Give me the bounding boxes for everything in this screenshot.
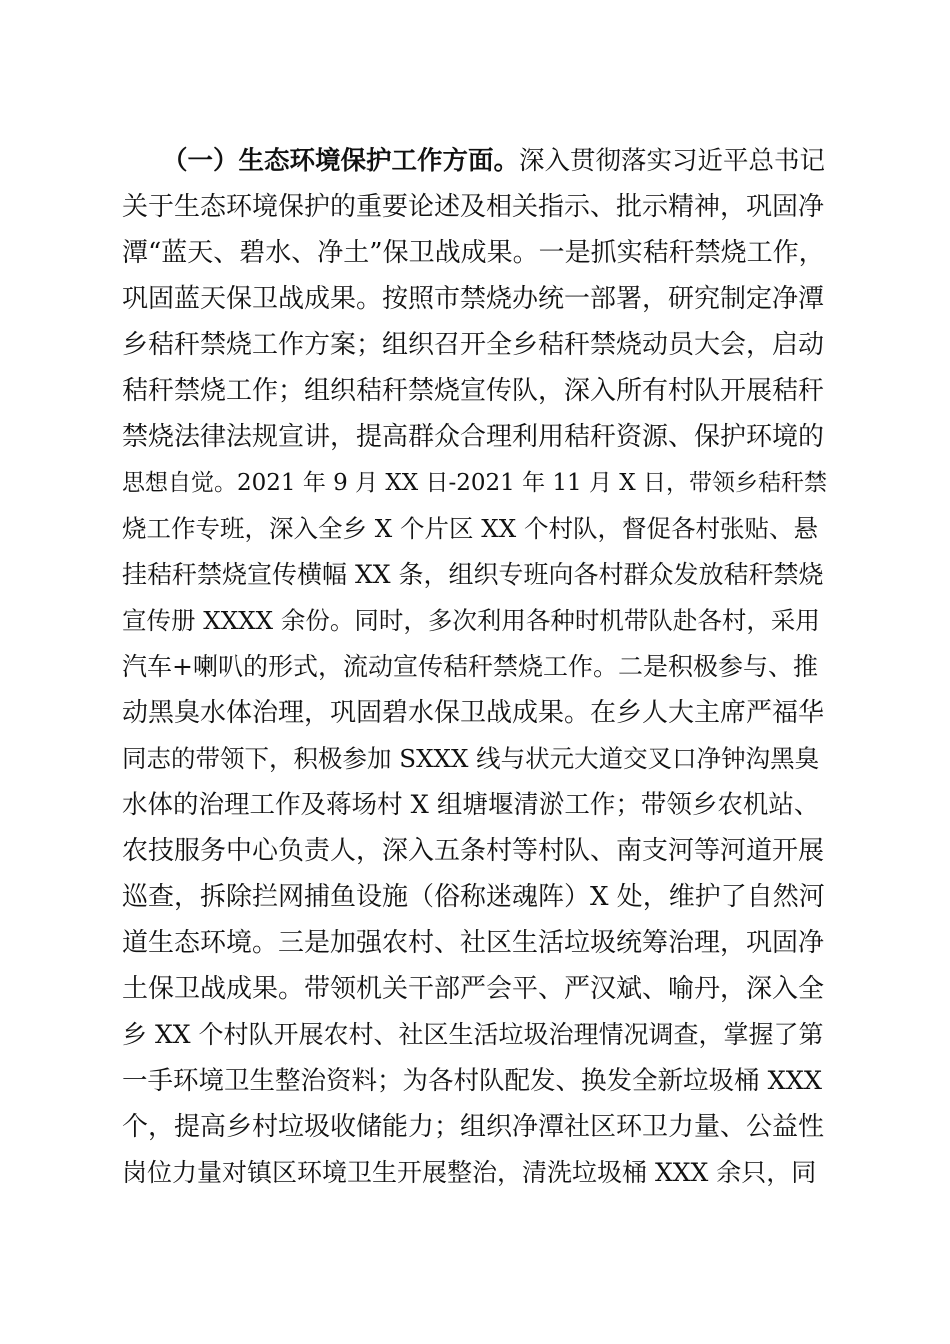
- paragraph-line-20: 乡 XX 个村队开展农村、社区生活垃圾治理情况调查，掌握了第: [122, 1020, 824, 1049]
- paragraph-line-5: 乡秸秆禁烧工作方案；组织召开全乡秸秆禁烧动员大会，启动: [122, 330, 825, 360]
- paragraph-line-2: 关于生态环境保护的重要论述及相关指示、批示精神，巩固净: [122, 192, 825, 222]
- paragraph-line-23: 岗位力量对镇区环境卫生开展整治，清洗垃圾桶 XXX 余只，同: [122, 1158, 817, 1187]
- paragraph-line-21: 一手环境卫生整治资料；为各村队配发、换发全新垃圾桶 XXX: [122, 1066, 823, 1096]
- paragraph-line-9: 烧工作专班，深入全乡 X 个片区 XX 个村队，督促各村张贴、悬: [122, 514, 818, 543]
- paragraph-line-15: 水体的治理工作及蒋场村 X 组塘堰清淤工作；带领乡农机站、: [122, 790, 820, 820]
- paragraph-line-18: 道生态环境。三是加强农村、社区生活垃圾统筹治理，巩固净: [122, 928, 825, 958]
- paragraph-line-13: 动黑臭水体治理，巩固碧水保卫战成果。在乡人大主席严福华: [122, 698, 825, 728]
- paragraph-line-1-text: [239, 146, 826, 176]
- paragraph-line-12: 汽车+喇叭的形式，流动宣传秸秆禁烧工作。二是积极参与、推: [122, 652, 818, 681]
- paragraph-line-3: 潭“蓝天、碧水、净土”保卫战成果。一是抓实秸秆禁烧工作，: [122, 238, 825, 268]
- paragraph-line-22: 个，提高乡村垃圾收储能力；组织净潭社区环卫力量、公益性: [122, 1112, 825, 1142]
- paragraph-line-1: [162, 141, 828, 181]
- paragraph-line-10: 挂秸秆禁烧宣传横幅 XX 条，组织专班向各村群众发放秸秆禁烧: [122, 560, 824, 589]
- section-body-start: 深入贯彻落实习近平总书记: [519, 146, 826, 176]
- paragraph-line-17: 巡查，拆除拦网捕鱼设施（俗称迷魂阵）X 处，维护了自然河: [122, 882, 825, 912]
- paragraph-line-14: 同志的带领下，积极参加 SXXX 线与状元大道交叉口净钟沟黑臭: [122, 744, 820, 773]
- paragraph-line-11: 宣传册 XXXX 余份。同时，多次利用各种时机带队赴各村，采用: [122, 606, 820, 635]
- paragraph-line-19: 土保卫战成果。带领机关干部严会平、严汉斌、喻丹，深入全: [122, 974, 825, 1004]
- section-heading-title: 生态环境保护工作方面。: [238, 146, 520, 176]
- paragraph-line-6: 秸秆禁烧工作；组织秸秆禁烧宣传队，深入所有村队开展秸秆: [122, 376, 825, 406]
- paragraph-line-7: 禁烧法律法规宣讲，提高群众合理利用秸秆资源、保护环境的: [122, 422, 825, 452]
- paragraph-line-4: 巩固蓝天保卫战成果。按照市禁烧办统一部署，研究制定净潭: [122, 284, 825, 314]
- section-heading-prefix: （一）: [162, 146, 239, 176]
- paragraph-line-16: 农技服务中心负责人，深入五条村等村队、南支河等河道开展: [122, 836, 825, 866]
- paragraph-line-8: 思想自觉。2021 年 9 月 XX 日-2021 年 11 月 X 日，带领乡秸秆禁: [122, 470, 827, 496]
